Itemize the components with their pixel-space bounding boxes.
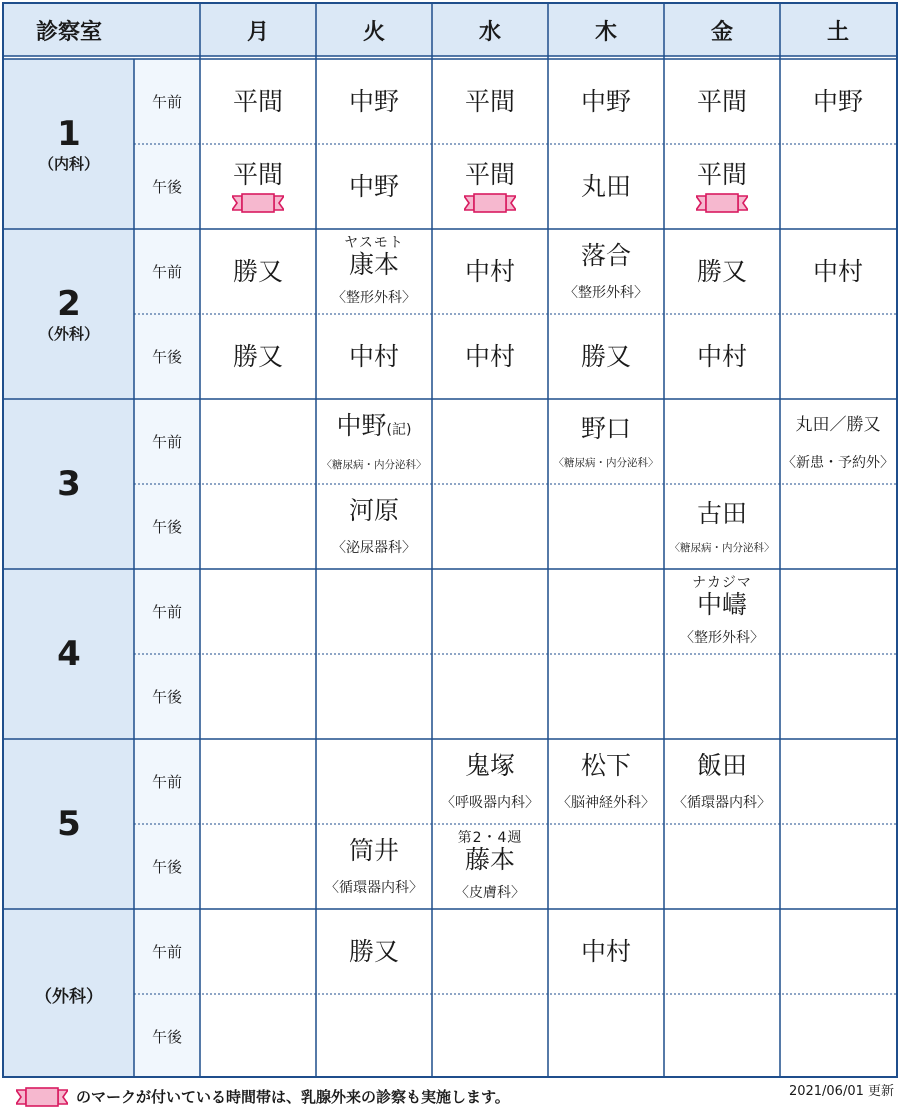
name-reading: ナカジマ [692, 575, 752, 591]
doctor-name-text: 中野 [812, 87, 863, 116]
doctor-name [697, 160, 747, 189]
doctor-name-text: 飯田 [696, 751, 747, 780]
schedule-cell [780, 739, 896, 824]
room-header: 診察室 [35, 19, 102, 45]
department-note: 〈呼吸器内科〉 [441, 795, 539, 811]
ribbon-icon [464, 193, 516, 213]
schedule-cell [780, 314, 896, 399]
schedule-cell [316, 229, 432, 314]
department-note: 〈新患・予約外〉 [782, 455, 894, 471]
schedule-cell [548, 314, 664, 399]
doctor-name-text: 勝又 [580, 342, 631, 371]
schedule-cell [664, 314, 780, 399]
schedule-cell [780, 484, 896, 569]
doctor-name [813, 87, 863, 116]
schedule-cell [664, 229, 780, 314]
day-header: 水 [478, 19, 501, 45]
schedule-cell [316, 994, 432, 1079]
time-slot-label: 午前 [151, 263, 182, 281]
schedule-cell [548, 654, 664, 739]
doctor-name [796, 411, 881, 440]
legend-text: のマークが付いている時間帯は、乳腺外来の診察も実施します。 [76, 1088, 510, 1106]
doctor-name [581, 87, 631, 116]
doctor-name-text: 鬼塚 [464, 751, 515, 780]
schedule-cell [548, 994, 664, 1079]
department-note: 〈皮膚科〉 [455, 885, 525, 901]
time-slot-label: 午前 [151, 773, 182, 791]
schedule-cell [664, 144, 780, 229]
schedule-cell [664, 909, 780, 994]
schedule-cell [432, 314, 548, 399]
doctor-name-text: 中村 [812, 257, 863, 286]
room-label [4, 59, 134, 229]
doctor-name-text: 中野 [580, 87, 631, 116]
doctor-name-text: 古田 [696, 498, 747, 528]
doctor-name-text: 松下 [580, 751, 631, 780]
department-note: 〈整形外科〉 [332, 290, 416, 306]
time-slot-label: 午後 [151, 178, 182, 196]
doctor-name-text: 中嶹 [696, 590, 747, 619]
schedule-cell [200, 909, 316, 994]
time-slot-label: 午後 [151, 688, 182, 706]
schedule-cell [432, 484, 548, 569]
department-note: 〈整形外科〉 [680, 630, 764, 646]
room-number: 5 [57, 804, 81, 844]
doctor-name-text: 中村 [464, 342, 515, 371]
doctor-name [349, 342, 399, 371]
schedule-cell [780, 569, 896, 654]
doctor-name-text: 勝又 [232, 342, 283, 371]
day-header: 月 [246, 19, 269, 45]
schedule-cell [664, 59, 780, 144]
schedule-cell [432, 569, 548, 654]
schedule-cell [316, 314, 432, 399]
doctor-name [349, 172, 399, 201]
time-slot-label: 午前 [151, 943, 182, 961]
schedule-cell [548, 59, 664, 144]
doctor-name [349, 496, 399, 525]
department-note: 〈糖尿病・内分泌科〉 [669, 541, 775, 554]
name-reading: ヤスモト [344, 235, 404, 251]
schedule-cell [664, 569, 780, 654]
time-slot-label: 午前 [151, 93, 182, 111]
time-slot-label: 午後 [151, 858, 182, 876]
doctor-name-text: 藤本 [464, 845, 515, 874]
room-label [4, 569, 134, 739]
doctor-name [349, 87, 399, 116]
doctor-name [337, 411, 412, 445]
doctor-name-text: 丸田 [580, 172, 631, 201]
schedule-cell [432, 144, 548, 229]
name-reading: 第2・4週 [457, 830, 523, 846]
schedule-cell [780, 229, 896, 314]
ribbon-icon [16, 1087, 68, 1107]
doctor-name [349, 836, 399, 865]
schedule-cell [780, 994, 896, 1079]
doctor-name [233, 257, 283, 286]
room-label [4, 229, 134, 399]
schedule-cell [200, 654, 316, 739]
time-slot-label: 午前 [151, 603, 182, 621]
day-header: 火 [362, 19, 385, 45]
schedule-cell [664, 994, 780, 1079]
doctor-name [697, 87, 747, 116]
day-header: 土 [826, 19, 849, 45]
time-slot-label: 午後 [151, 348, 182, 366]
schedule-cell [780, 654, 896, 739]
doctor-name-text: 中村 [464, 257, 515, 286]
day-header: 金 [710, 19, 733, 45]
schedule-cell [200, 399, 316, 484]
doctor-name [465, 342, 515, 371]
department-note: 〈脳神経外科〉 [557, 795, 655, 811]
doctor-name [233, 342, 283, 371]
department-note: 〈糖尿病・内分泌科〉 [321, 459, 427, 471]
doctor-name-text: 中村 [580, 937, 631, 966]
schedule-cell [664, 484, 780, 569]
schedule-cell [200, 484, 316, 569]
schedule-cell [316, 909, 432, 994]
doctor-name-suffix: (記) [386, 422, 412, 438]
doctor-name [697, 342, 747, 371]
schedule-cell [548, 569, 664, 654]
doctor-name-text: 平間 [232, 160, 283, 189]
room-label [4, 909, 134, 1079]
schedule-cell [548, 484, 664, 569]
schedule-cell [432, 824, 548, 909]
schedule-cell [432, 654, 548, 739]
doctor-name [581, 937, 631, 966]
room-number: 4 [57, 634, 81, 674]
room-number: 2 [57, 283, 81, 324]
schedule-cell [664, 824, 780, 909]
doctor-name [697, 751, 747, 780]
doctor-name-text: 筒井 [348, 836, 399, 865]
schedule-cell [316, 144, 432, 229]
doctor-name-text: 平間 [696, 160, 747, 189]
doctor-name-text: 平間 [696, 87, 747, 116]
schedule-cell [316, 399, 432, 484]
updated-date: 2021/06/01 更新 [788, 1084, 894, 1099]
schedule-cell [316, 569, 432, 654]
schedule-cell [780, 824, 896, 909]
doctor-name [697, 590, 747, 619]
doctor-name-text: 平間 [232, 87, 283, 116]
schedule-cell [432, 909, 548, 994]
time-slot-label: 午後 [151, 518, 182, 536]
doctor-name [581, 751, 631, 780]
doctor-name [465, 257, 515, 286]
schedule-cell [780, 59, 896, 144]
department-note: 〈整形外科〉 [564, 285, 648, 301]
schedule-cell [316, 59, 432, 144]
doctor-name [233, 87, 283, 116]
room-department: （外科） [38, 324, 99, 343]
schedule-cell [316, 739, 432, 824]
schedule-cell [200, 569, 316, 654]
department-note: 〈泌尿器科〉 [332, 540, 416, 556]
doctor-name [581, 342, 631, 371]
doctor-name-text: 勝又 [696, 257, 747, 286]
doctor-name [697, 257, 747, 286]
doctor-name-text: 中野 [348, 87, 399, 116]
doctor-name [233, 160, 283, 189]
doctor-name-text: 平間 [464, 160, 515, 189]
schedule-cell [548, 909, 664, 994]
doctor-name [813, 257, 863, 286]
doctor-name-text: 勝又 [232, 257, 283, 286]
schedule-cell [200, 994, 316, 1079]
doctor-name-text: 康本 [348, 250, 399, 279]
doctor-name [581, 241, 631, 270]
schedule-cell [548, 144, 664, 229]
doctor-name [349, 937, 399, 966]
schedule-cell [548, 739, 664, 824]
doctor-name [697, 499, 747, 528]
time-slot-label: 午後 [151, 1028, 182, 1046]
doctor-name [581, 414, 631, 443]
schedule-cell [200, 144, 316, 229]
room-number: 1 [57, 113, 81, 154]
doctor-name [465, 751, 515, 780]
doctor-name-text: 平間 [464, 87, 515, 116]
doctor-name-text: 落合 [580, 241, 631, 270]
schedule-cell [316, 654, 432, 739]
schedule-cell [432, 399, 548, 484]
schedule-table [2, 2, 898, 1078]
schedule-cell [780, 144, 896, 229]
schedule-cell [200, 739, 316, 824]
room-number: 3 [57, 464, 81, 504]
doctor-name-text: 中村 [696, 342, 747, 371]
schedule-cell [316, 824, 432, 909]
schedule-cell [432, 739, 548, 824]
doctor-name [465, 87, 515, 116]
time-slot-label: 午前 [151, 433, 182, 451]
day-header: 木 [594, 19, 617, 45]
schedule-cell [548, 824, 664, 909]
doctor-name [465, 845, 515, 874]
doctor-name-text: 野口 [580, 413, 631, 443]
schedule-cell [200, 314, 316, 399]
schedule-cell [664, 654, 780, 739]
schedule-cell [316, 484, 432, 569]
department-note: 〈循環器内科〉 [673, 795, 771, 811]
doctor-name [465, 160, 515, 189]
room-department: （外科） [35, 986, 103, 1007]
room-department: （内科） [38, 154, 99, 173]
doctor-name-text: 河原 [348, 496, 399, 525]
doctor-name-text: 丸田／勝又 [795, 415, 881, 435]
schedule-cell [780, 909, 896, 994]
schedule-cell [200, 59, 316, 144]
ribbon-icon [696, 193, 748, 213]
schedule-cell [548, 399, 664, 484]
schedule-cell [432, 229, 548, 314]
schedule-cell [200, 824, 316, 909]
doctor-name [581, 172, 631, 201]
doctor-name-text: 勝又 [348, 937, 399, 966]
schedule-cell [664, 739, 780, 824]
schedule-cell [200, 229, 316, 314]
schedule-cell [432, 994, 548, 1079]
doctor-name-text: 中野 [348, 172, 399, 201]
room-label [4, 399, 134, 569]
schedule-cell [548, 229, 664, 314]
department-note: 〈循環器内科〉 [325, 880, 423, 896]
ribbon-icon [232, 193, 284, 213]
schedule-cell [664, 399, 780, 484]
schedule-cell [432, 59, 548, 144]
doctor-name-text: 中野 [336, 411, 387, 440]
doctor-name-text: 中村 [348, 342, 399, 371]
room-label [4, 739, 134, 909]
doctor-name [349, 250, 399, 279]
legend [16, 1086, 510, 1107]
schedule-cell [780, 399, 896, 484]
department-note: 〈糖尿病・内分泌科〉 [553, 456, 659, 469]
